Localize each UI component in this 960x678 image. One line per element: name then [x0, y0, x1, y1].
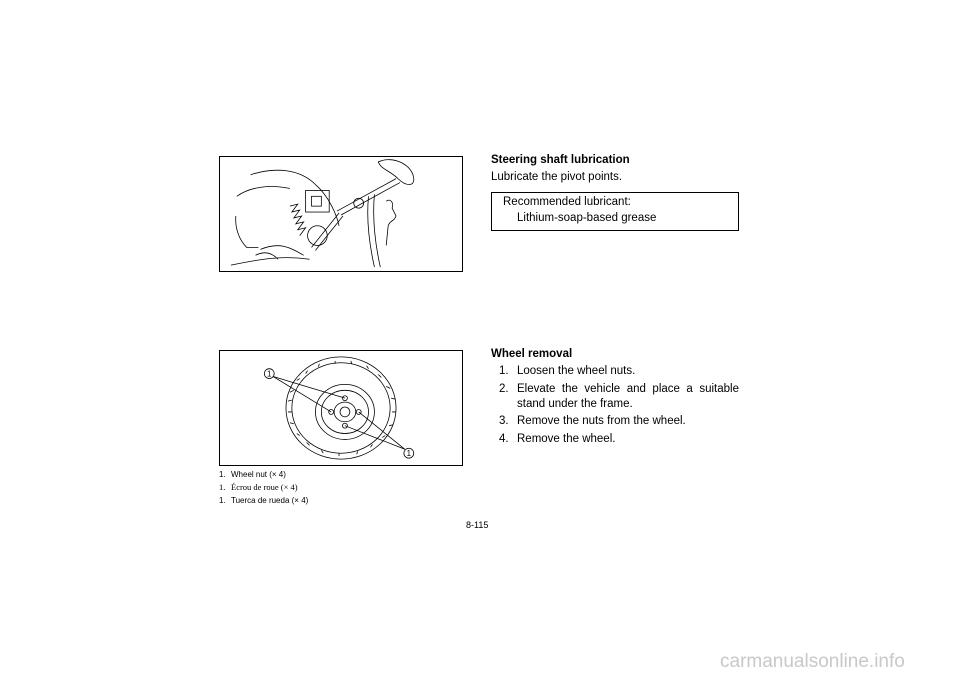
step-item: 3. Remove the nuts from the wheel. — [499, 415, 686, 427]
step-item: 1. Loosen the wheel nuts. — [499, 365, 636, 377]
step-item: 2. Elevate the vehicle and place a suitable stand under the frame. — [499, 382, 739, 410]
callout-1-bottom: 1 — [406, 449, 411, 459]
wheel-figure-captions — [219, 468, 479, 507]
watermark: carmanualsonline.info — [720, 651, 905, 672]
wheel-removal-steps — [491, 364, 739, 449]
steering-shaft-drawing — [220, 157, 462, 271]
step-item: 4. Remove the wheel. — [499, 432, 616, 445]
caption-spanish: 1. Tuerca de rueda (× 4) — [219, 496, 309, 505]
callout-1-top: 1 — [267, 369, 272, 379]
wheel-drawing — [220, 351, 462, 465]
caption-english: 1. Wheel nut (× 4) — [219, 470, 286, 479]
lubricant-value: Lithium-soap-based grease — [517, 212, 657, 224]
lubricant-label: Recommended lubricant: — [503, 196, 631, 208]
wheel-section-title: Wheel removal — [491, 348, 573, 360]
wheel-illustration — [219, 350, 463, 466]
caption-french: 1. Écrou de roue (× 4) — [219, 482, 298, 492]
steering-section-text: Lubricate the pivot points. — [491, 171, 623, 183]
steering-section-title: Steering shaft lubrication — [491, 154, 630, 166]
page-number: 8-115 — [466, 520, 489, 530]
steering-shaft-illustration — [219, 156, 463, 272]
recommended-lubricant-box — [491, 192, 739, 231]
